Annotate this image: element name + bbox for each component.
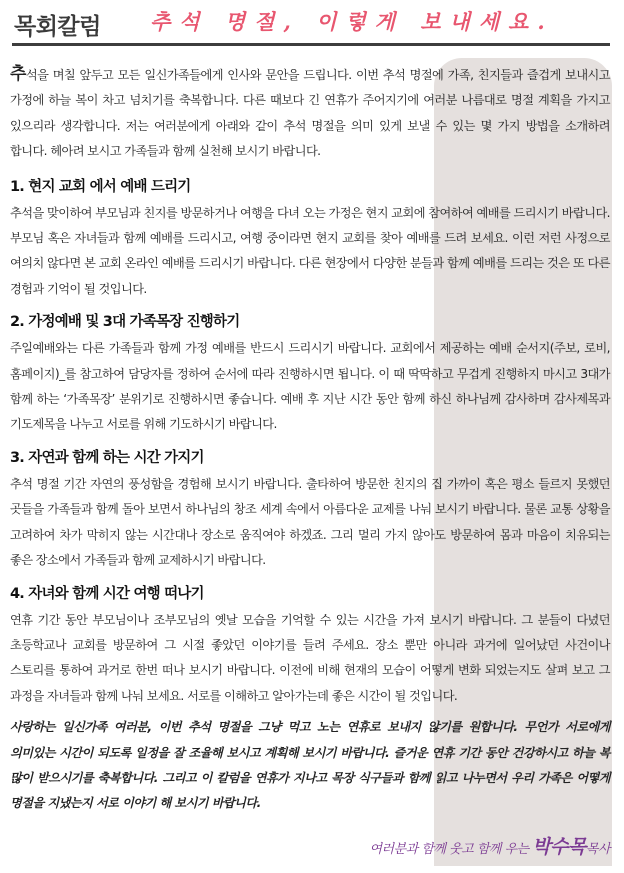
author-name: 박수목 xyxy=(532,836,586,858)
section-body: 추석을 맞이하여 부모님과 친지를 방문하거나 여행을 다녀 오는 가정은 현지 교회에 참여하여 예배를 드리시기 바랍니다. 부모님 혹은 자녀들과 함께 예배를 드리시고, 여행 중이라면 현지 교회를 찾아 예배를 드려 보세요. 이런 저런 사정으로 여의치 않다면 본 교회 온라인 예배를 드리시기 바랍니다. 다른 현장에서 다양한 분들과 함께 예배를 드리는 것은 또 다른 경험과 기억이 될 것입니다. xyxy=(10,205,610,296)
intro-paragraph xyxy=(10,62,610,165)
author-title: 목사 xyxy=(585,842,610,857)
column-header xyxy=(0,0,624,44)
author-signature xyxy=(369,832,610,859)
section-4 xyxy=(10,580,610,710)
section-body: 연휴 기간 동안 부모님이나 조부모님의 옛날 모습을 기억할 수 있는 시간을 가져 보시기 바랍니다. 그 분들이 다녔던 초등학교나 교회를 방문하여 그 시절 좋았던 이야기를 들려 주세요. 장소 뿐만 아니라 과거에 일어났던 사건이나 스토리를 통하여 과거로 한번 떠나 보시기 바랍니다. 이전에 비해 현재의 모습이 어떻게 변화 되었는지도 살펴 보고 그 과정을 자녀들과 함께 나눠 보세요. 서로를 이해하고 알아가는데 좋은 시간이 될 것입니다. xyxy=(10,612,610,703)
intro-text: 석을 며칠 앞두고 모든 일신가족들에게 인사와 문안을 드립니다. 이번 추석 명절에 가족, 친지들과 즐겁게 보내시고 가정에 하늘 복이 차고 넘치기를 축복합니다. 다른 때보다 긴 연휴가 주어지기에 여러분 나름대로 명절 계획을 가지고 있으리라 생각합니다. 저는 여러분에게 아래와 같이 추석 명절을 의미 있게 보낼 수 있는 몇 가지 방법을 소개하려 합니다. 헤아려 보시고 가족들과 함께 실천해 보시기 바랍니다. xyxy=(10,68,610,159)
section-heading: 1. 현지 교회 에서 예배 드리기 xyxy=(10,178,191,195)
intro-dropcap: 추 xyxy=(10,64,26,84)
page-title: 추석 명절, 이렇게 보내세요. xyxy=(150,9,554,34)
signature-prefix: 여러분과 함께 웃고 함께 우는 xyxy=(369,842,533,857)
section-body: 주일예배와는 다른 가족들과 함께 가정 예배를 반드시 드리시기 바랍니다. 교회에서 제공하는 예배 순서지(주보, 로비, 홈페이지)_를 참고하여 담당자를 정하여 순서에 따라 진행하시면 됩니다. 이 때 딱딱하고 무겁게 진행하지 마시고 3대가 함께 하는 ‘가족목장’ 분위기로 진행하시면 좋습니다. 예배 후 지난 시간 동안 함께 하신 하나님께 감사하며 감사제목과 기도제목을 나누고 서로를 위해 기도하시기 바랍니다. xyxy=(10,341,610,432)
section-heading: 4. 자녀와 함께 시간 여행 떠나기 xyxy=(10,585,204,602)
section-1 xyxy=(10,173,610,303)
section-2 xyxy=(10,308,610,438)
section-heading: 2. 가정예배 및 3대 가족목장 진행하기 xyxy=(10,314,240,331)
section-3 xyxy=(10,444,610,574)
column-label: 목회칼럼 xyxy=(14,14,101,40)
article-body xyxy=(10,62,610,817)
closing-paragraph: 사랑하는 일신가족 여러분, 이번 추석 명절을 그냥 먹고 노는 연휴로 보내지 않기를 원합니다. 무언가 서로에게 의미있는 시간이 되도록 일정을 잘 조율해 보시고 계획해 보시기 바랍니다. 즐거운 연휴 기간 동안 건강하시고 하늘 복 많이 받으시기를 축복합니다. 그리고 이 칼럼을 연휴가 지나고 목장 식구들과 함께 읽고 나누면서 우리 가족은 어떻게 명절을 지냈는지 서로 이야기 해 보시기 바랍니다. xyxy=(10,720,610,811)
header-divider xyxy=(12,43,610,46)
section-heading: 3. 자연과 함께 하는 시간 가지기 xyxy=(10,449,204,466)
section-body: 추석 명절 기간 자연의 풍성함을 경험해 보시기 바랍니다. 출타하여 방문한 친지의 집 가까이 혹은 평소 들르지 못했던 곳들을 가족들과 함께 돌아 보면서 하나님의 창조 세계 속에서 아름다운 교제를 나눠 보시기 바랍니다. 물론 교통 상황을 고려하여 차가 막히지 않는 시간대나 장소로 움직여야 하겠죠. 그리 멀리 가지 않아도 방문하여 몸과 마음이 치유되는 좋은 장소에서 가족들과 함께 교제하시기 바랍니다. xyxy=(10,476,610,568)
